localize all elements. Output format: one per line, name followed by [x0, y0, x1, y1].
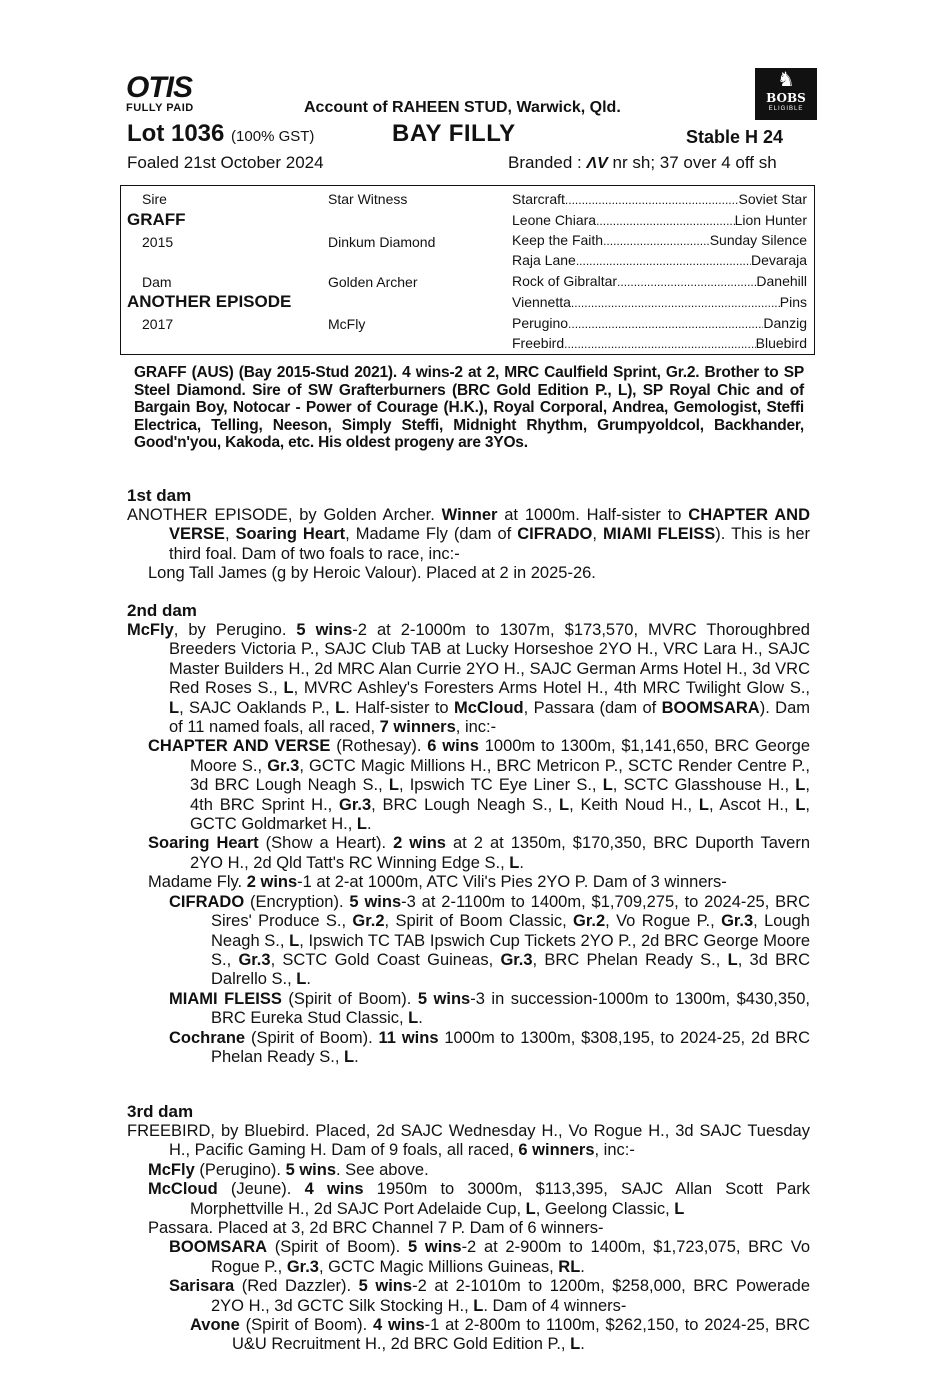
grand-foal-entry: Cochrane (Spirit of Boom). 11 wins 1000m to 1300m, $308,195, to 2024-25, 2d BRC Phelan Ready S., L. — [169, 1028, 810, 1066]
otis-logo — [126, 71, 194, 114]
foal-entry: Passara. Placed at 3, 2d BRC Channel 7 P. Dam of 6 winners- — [148, 1219, 604, 1238]
sire-name: GRAFF — [127, 210, 186, 229]
third-dam-heading: 3rd dam — [127, 1102, 194, 1121]
foal-entry: Soaring Heart (Show a Heart). 2 wins at 2 at 1350m, $170,350, BRC Duporth Tavern 2YO H., 2d Qld Tatt's RC Winning Edge S., L. — [148, 834, 811, 872]
otis-fully-paid: FULLY PAID — [126, 102, 194, 114]
ancestor-row — [512, 271, 807, 292]
ancestor-left: Perugino — [512, 315, 569, 331]
grand-foal-entry: MIAMI FLEISS (Spirit of Boom). 5 wins-3 in succession-1000m to 1300m, $430,350, BRC Eureka Stud Classic, L. — [169, 989, 811, 1028]
ancestor-row — [512, 292, 807, 313]
dam-dam: McFly — [328, 316, 366, 332]
second-dam-paragraph: McFly, by Perugino. 5 wins-2 at 2-1000m to 1307m, $173,570, MVRC Thoroughbred Breeders Victoria P., SAJC Club TAB at Lucky Horseshoe 2YO H., VRC Lara H., SAJC Master Builders H., 2d MRC Alan Currie 2YO H., SAJC German Arms Hotel H., 3d VRC Red Roses S., L, MVRC Ashley's Foresters Arms Hotel H., 4th MRC Twilight Glow S., L, SAJC Oaklands P., L. Half-sister to McCloud, Passara (dam of BOOMSARA). Dam of 11 named foals, all raced, 7 winners, inc:- — [127, 621, 811, 737]
vendor-account: Account of RAHEEN STUD, Warwick, Qld. — [304, 99, 621, 116]
ancestor-row — [512, 313, 807, 334]
ancestor-row — [512, 189, 807, 210]
dam-name: ANOTHER EPISODE — [127, 292, 292, 311]
second-dam-heading: 2nd dam — [127, 601, 197, 620]
foal-entry: Long Tall James (g by Heroic Valour). Placed at 2 in 2025-26. — [148, 564, 596, 583]
sire-dam: Dinkum Diamond — [328, 234, 436, 250]
ancestor-left: Keep the Faith — [512, 232, 604, 248]
grand-foal-entry: CIFRADO (Encryption). 5 wins-3 at 2-1100m to 1400m, $1,709,275, to 2024-25, BRC Sires' Produce S., Gr.2, Spirit of Boom Classic, Gr.2, Vo Rogue P., Gr.3, Lough Neagh S., L, Ipswich TC TAB Ipswich Cup Tickets 2YO P., 2d BRC George Moore S., Gr.3, SCTC Gold Coast Guineas, Gr.3, BRC Phelan Ready S., L, 3d BRC Dalrello S., L. — [169, 892, 811, 989]
first-dam-heading: 1st dam — [127, 486, 192, 505]
great-grand-foal-entry: Avone (Spirit of Boom). 4 wins-1 at 2-800m to 1100m, $262,150, to 2024-25, BRC U&U Recruitment H., 2d BRC Gold Edition P., L. — [190, 1316, 810, 1354]
ancestor-left: Starcraft — [512, 191, 565, 207]
ancestor-right: Sunday Silence — [709, 232, 807, 248]
first-dam-paragraph: ANOTHER EPISODE, by Golden Archer. Winner at 1000m. Half-sister to CHAPTER AND VERSE, Soaring Heart, Madame Fly (dam of CIFRADO, MIAMI FLEISS). This is her third foal. Dam of two foals to race, inc:- — [127, 506, 810, 563]
ancestor-row — [512, 250, 807, 271]
ancestor-left: Viennetta — [512, 294, 571, 310]
grand-foal-entry: Sarisara (Red Dazzler). 5 wins-2 at 2-1010m to 1200m, $258,000, BRC Powerade 2YO H., 3d GCTC Silk Stocking H., L. Dam of 4 winners- — [169, 1277, 810, 1315]
sire-description: GRAFF (AUS) (Bay 2015-Stud 2021). 4 wins-2 at 2, MRC Caulfield Sprint, Gr.2. Brother to SP Steel Diamond. Sire of SW Grafterburners (BRC Gold Edition P., L), SP Royal Chic and of Bargain Boy, Notocar - Power of Courage (H.K.), Royal Corporal, Andrea, Gemologist, Steffi Electrica, Telling, Neeson, Simply Steffi, Midnight Rhythm, Grumpyoldcol, Backhander, Good'n'you, Kakoda, etc. His oldest progeny are 3YOs. — [134, 364, 804, 451]
ancestor-left: Leone Chiara — [512, 212, 597, 228]
bobs-eligible-logo — [755, 68, 817, 120]
branded-label: Branded : — [508, 153, 582, 172]
sire-sire: Star Witness — [328, 191, 408, 207]
lot-number — [127, 120, 314, 148]
foal-entry: McFly (Perugino). 5 wins. See above. — [148, 1160, 429, 1179]
ancestor-left: Freebird — [512, 335, 565, 351]
pedigree-table — [120, 185, 815, 355]
branded-text: nr sh; 37 over 4 off sh — [612, 153, 777, 172]
ancestor-right: Danehill — [756, 273, 807, 289]
ancestor-left: Rock of Gibraltar — [512, 273, 618, 289]
third-dam-paragraph: FREEBIRD, by Bluebird. Placed, 2d SAJC Wednesday H., Vo Rogue H., 3d SAJC Tuesday H., Pacific Gaming H. Dam of 9 foals, all raced, 6 winners, inc:- — [127, 1122, 810, 1160]
horse-sex-colour: BAY FILLY — [392, 120, 516, 147]
bobs-logo-text: BOBS — [766, 91, 806, 105]
third-dam-section — [127, 1102, 810, 1355]
dam-sire: Golden Archer — [328, 274, 418, 290]
lot-label: Lot 1036 — [127, 120, 225, 147]
otis-logo-text: OTIS — [126, 71, 193, 104]
brand-mark-icon: ɅV — [586, 155, 608, 172]
ancestor-right: Pins — [779, 294, 807, 310]
foal-entry: CHAPTER AND VERSE (Rothesay). 6 wins 1000m to 1300m, $1,141,650, BRC George Moore S., Gr.3, GCTC Magic Millions H., BRC Metricon P., SCTC Render Centre P., 3d BRC Lough Neagh S., L, Ipswich TC Eye Liner S., L, SCTC Glasshouse H., L, 4th BRC Sprint H., Gr.3, BRC Lough Neagh S., L, Keith Noud H., L, Ascot H., L, GCTC Goldmarket H., L. — [148, 737, 811, 834]
gst-label: (100% GST) — [231, 128, 315, 145]
horse-icon: ♞ — [777, 69, 795, 91]
dam-year: 2017 — [142, 316, 174, 332]
ancestor-right: Danzig — [763, 315, 807, 331]
ancestor-row — [512, 333, 807, 354]
foaled-date: Foaled 21st October 2024 — [127, 153, 324, 172]
first-dam-section — [127, 486, 810, 584]
ancestor-left: Raja Lane — [512, 252, 576, 268]
sire-label: Sire — [142, 191, 167, 207]
stable-location: Stable H 24 — [686, 127, 784, 147]
bobs-eligible-text: ELIGIBLE — [768, 106, 804, 112]
brand-info — [508, 153, 777, 173]
second-dam-section — [127, 601, 810, 1067]
dam-label: Dam — [142, 274, 172, 290]
ancestor-right: Devaraja — [750, 252, 807, 268]
foal-entry: Madame Fly. 2 wins-1 at 2-at 1000m, ATC Vili's Pies 2YO P. Dam of 3 winners- — [148, 873, 727, 892]
ancestor-right: Lion Hunter — [734, 212, 807, 228]
foal-entry: McCloud (Jeune). 4 wins 1950m to 3000m, $113,395, SAJC Allan Scott Park Morphettville H., 2d SAJC Port Adelaide Cup, L, Geelong Classic, L — [148, 1180, 811, 1218]
grand-foal-entry: BOOMSARA (Spirit of Boom). 5 wins-2 at 2-900m to 1400m, $1,723,075, BRC Vo Rogue P., Gr.3, GCTC Magic Millions Guineas, RL. — [169, 1238, 811, 1276]
ancestor-row — [512, 210, 807, 231]
ancestor-row — [512, 230, 807, 251]
ancestor-right: Soviet Star — [738, 191, 807, 207]
sire-year: 2015 — [142, 234, 174, 250]
ancestor-right: Bluebird — [755, 335, 807, 351]
